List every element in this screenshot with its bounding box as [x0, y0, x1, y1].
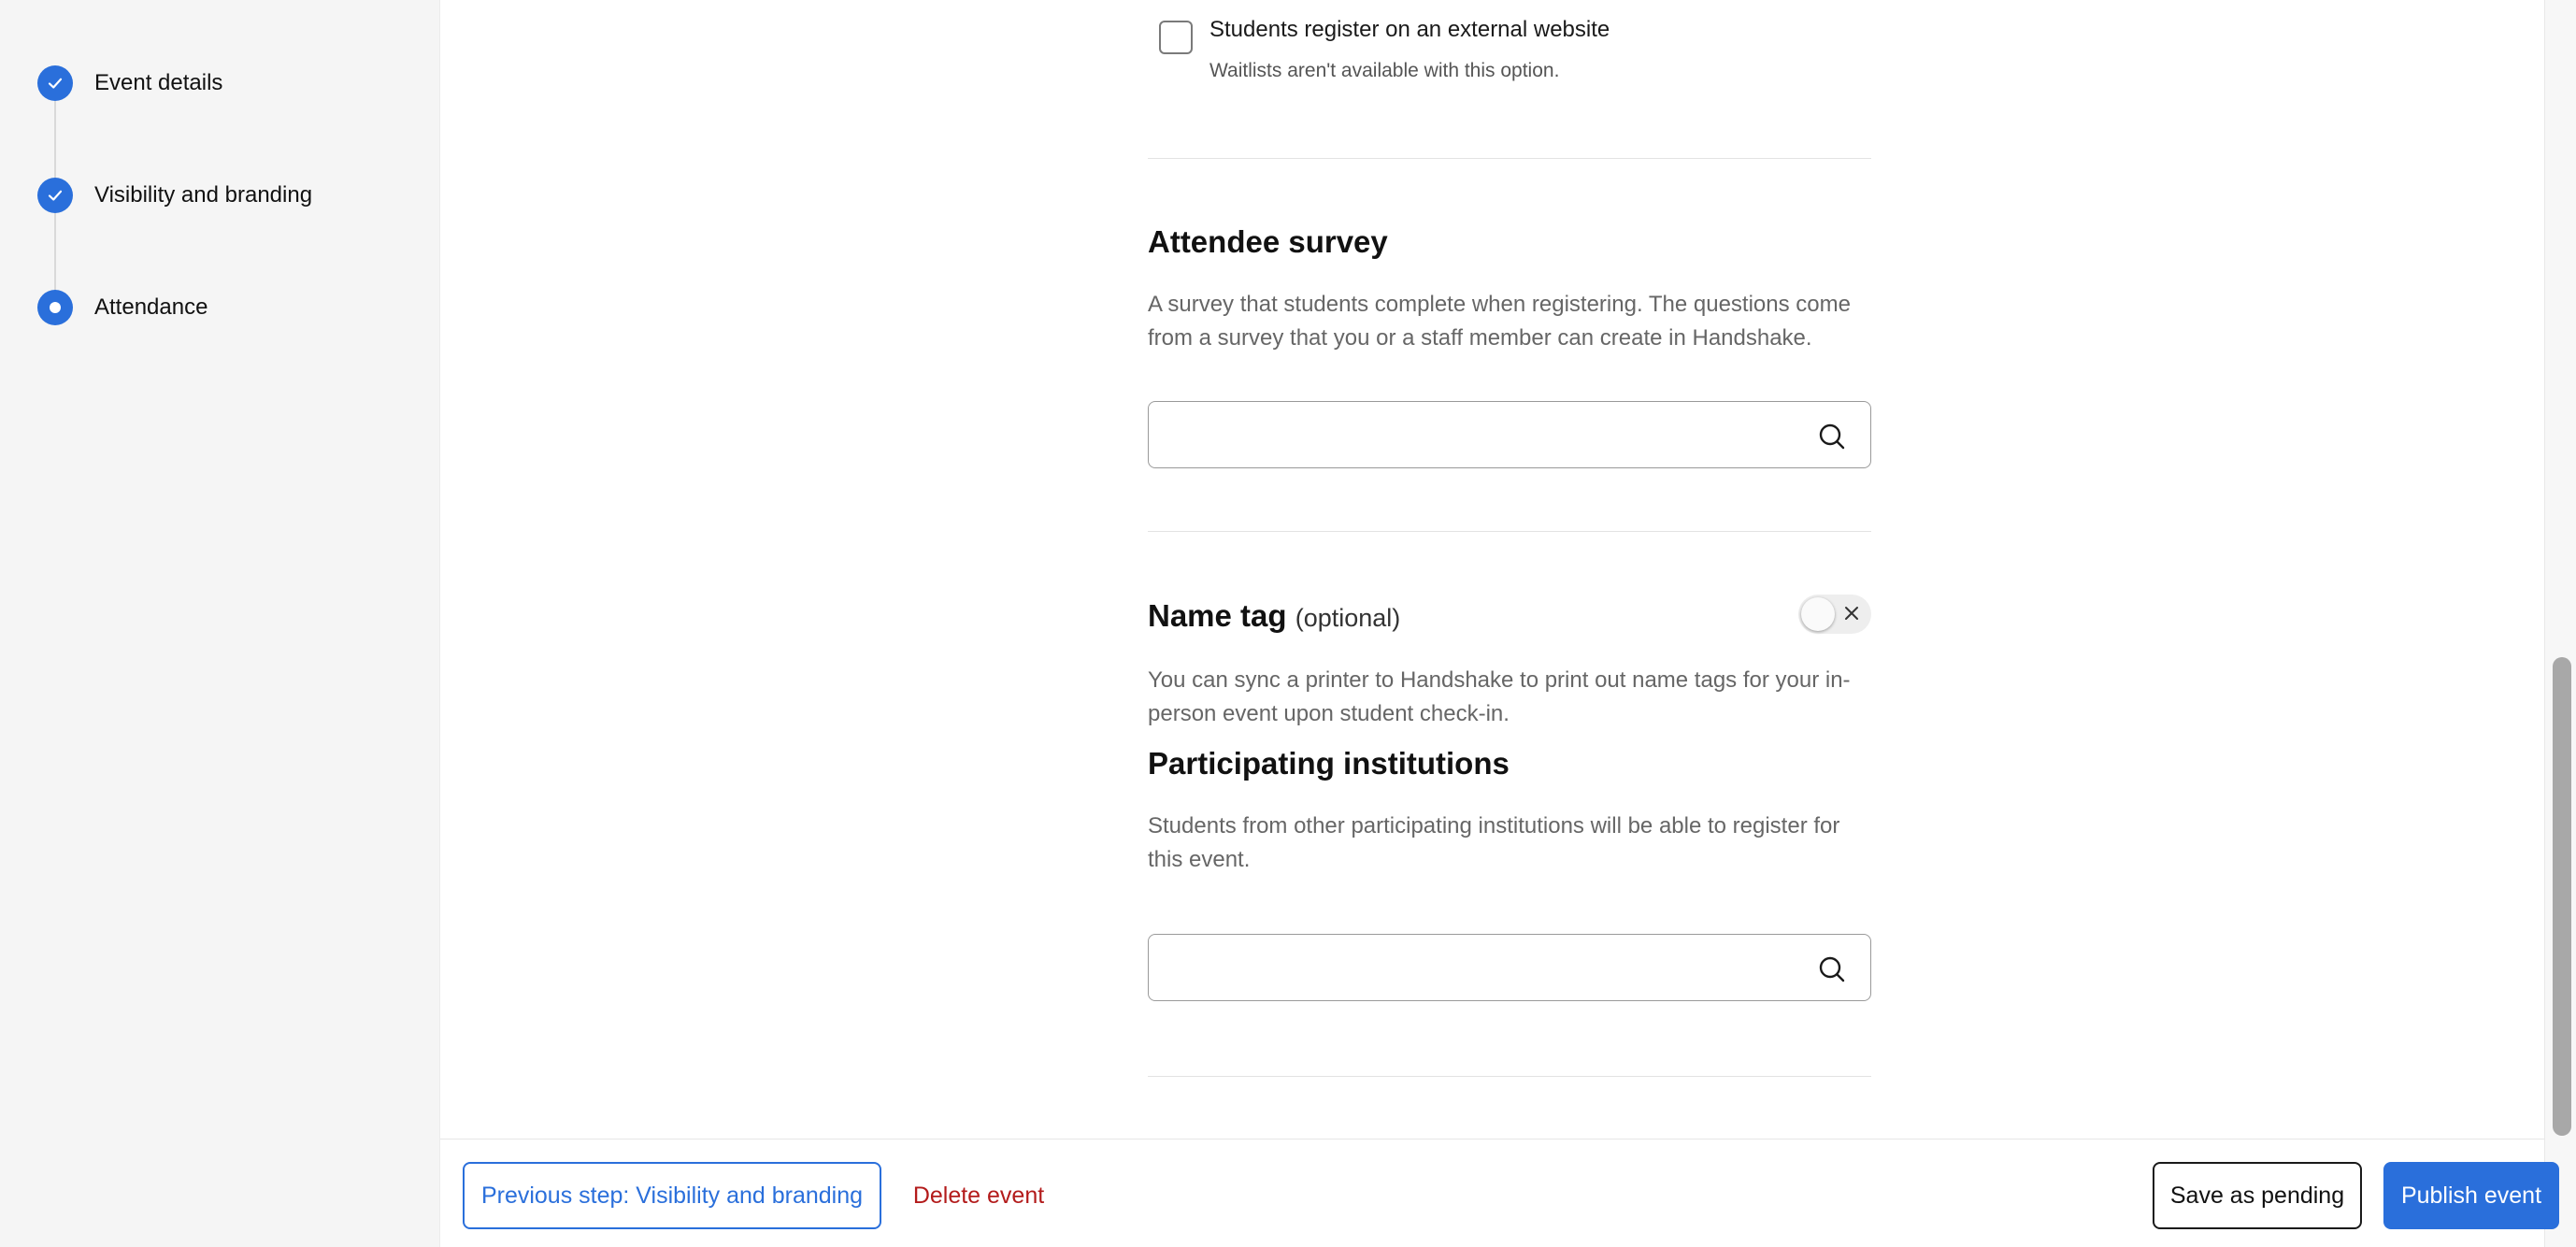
name-tag-toggle[interactable] — [1798, 595, 1871, 634]
search-icon — [1818, 423, 1846, 451]
name-tag-description: You can sync a printer to Handshake to print out name tags for your in-person event upon student check-in. — [1148, 667, 1851, 726]
toggle-knob — [1801, 597, 1835, 631]
scrollbar-track[interactable] — [2544, 0, 2576, 1247]
external-registration-option — [1159, 17, 1610, 82]
step-attendance[interactable] — [37, 290, 208, 325]
check-icon — [37, 65, 73, 101]
section-divider — [1148, 158, 1871, 159]
name-tag-title — [1148, 598, 1400, 634]
step-event-details[interactable] — [37, 65, 222, 101]
step-connector — [54, 213, 56, 292]
external-registration-label[interactable]: Students register on an external website — [1209, 17, 1610, 42]
search-icon — [1818, 955, 1846, 983]
section-divider — [1148, 1076, 1871, 1077]
scrollbar-thumb[interactable] — [2553, 657, 2571, 1136]
participating-institutions-title: Participating institutions — [1148, 746, 1510, 781]
attendee-survey-description: A survey that students complete when registering. The questions come from a survey that you or a staff member can create in Handshake. — [1148, 292, 1851, 351]
publish-event-button[interactable]: Publish event — [2383, 1162, 2559, 1229]
stepper-sidebar — [0, 0, 440, 1247]
check-icon — [37, 178, 73, 213]
delete-event-button[interactable]: Delete event — [904, 1162, 1053, 1229]
name-tag-title-text: Name tag — [1148, 598, 1287, 633]
previous-step-button[interactable]: Previous step: Visibility and branding — [463, 1162, 881, 1229]
step-visibility-branding[interactable] — [37, 178, 312, 213]
step-connector — [54, 101, 56, 179]
step-label: Visibility and branding — [94, 182, 313, 208]
step-label: Event details — [94, 70, 223, 95]
optional-label: (optional) — [1295, 604, 1401, 632]
attendee-survey-title: Attendee survey — [1148, 224, 1388, 259]
attendee-survey-search-input[interactable] — [1148, 401, 1871, 468]
current-step-icon — [37, 290, 73, 325]
participating-institutions-search-input[interactable] — [1148, 934, 1871, 1001]
step-label: Attendance — [94, 294, 208, 320]
external-registration-hint: Waitlists aren't available with this option. — [1209, 60, 1560, 81]
save-as-pending-button[interactable]: Save as pending — [2153, 1162, 2362, 1229]
external-registration-checkbox[interactable] — [1159, 21, 1193, 54]
footer-action-bar — [440, 1139, 2544, 1247]
close-icon — [1841, 603, 1862, 624]
section-divider — [1148, 531, 1871, 532]
participating-institutions-description: Students from other participating institutions will be able to register for this event. — [1148, 813, 1840, 872]
